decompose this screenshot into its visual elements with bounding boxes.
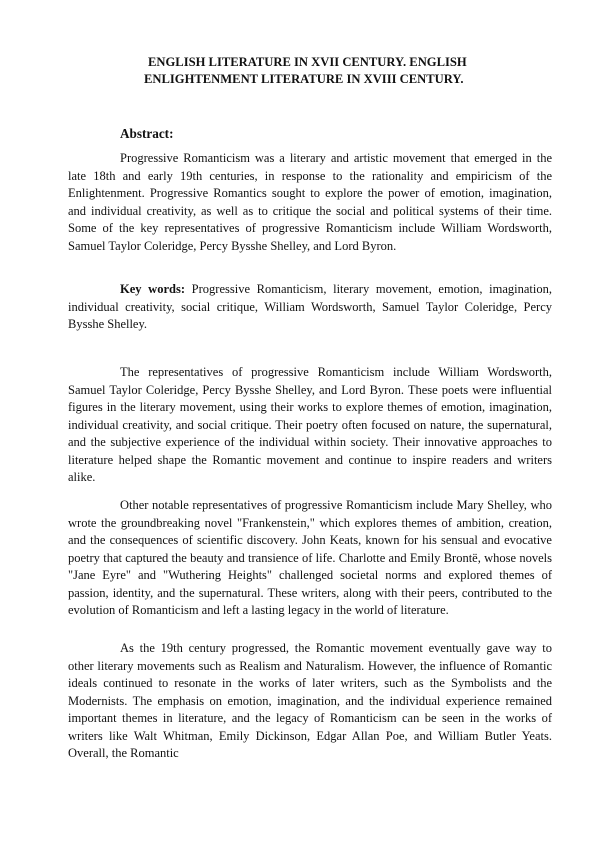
title-line-2: ENLIGHTENMENT LITERATURE IN XVIII CENTURY. (144, 72, 464, 86)
abstract-paragraph: Progressive Romanticism was a literary and artistic movement that emerged in the late 18th and early 19th centuries, in response to the rationality and empiricism of the Enlightenment. Progressive Romantics sought to explore the power of emotion, imagination, and individual creativity, as well as to critique the social and political systems of their time. Some of the key representatives of progressive Romanticism include William Wordsworth, Samuel Taylor Coleridge, Percy Bysshe Shelley, and Lord Byron. (68, 151, 552, 253)
keywords-text: Progressive Romanticism, literary movement, emotion, imagination, individual creativity, social critique, William Wordsworth, Samuel Taylor Coleridge, Percy Bysshe Shelley. (68, 282, 552, 331)
keywords-label: Key words: (120, 282, 185, 296)
abstract-heading: Abstract: (120, 126, 174, 141)
title-line-1: ENGLISH LITERATURE IN XVII CENTURY. ENGLISH (148, 55, 467, 69)
keywords-paragraph (68, 281, 552, 334)
document-title (120, 54, 520, 88)
body-paragraph-3: As the 19th century progressed, the Romantic movement eventually gave way to other literary movements such as Realism and Naturalism. However, the influence of Romantic ideals continued to resonate in the works of later writers, such as the Symbolists and the Modernists. The emphasis on emotion, imagination, and the individual experience remained important themes in literature, and the legacy of Romanticism can be seen in the works of writers like Walt Whitman, Emily Dickinson, Edgar Allan Poe, and William Butler Yeats. Overall, the Romantic (68, 641, 552, 760)
body-paragraph-2: Other notable representatives of progressive Romanticism include Mary Shelley, who wrote the groundbreaking novel "Frankenstein," which explores themes of ambition, creation, and the consequences of scientific discovery. John Keats, known for his sensual and evocative poetry that captured the beauty and transience of life. Charlotte and Emily Brontë, whose novels "Jane Eyre" and "Wuthering Heights" challenged societal norms and explored themes of passion, identity, and the supernatural. These writers, along with their peers, contributed to the evolution of Romanticism and left a lasting legacy in the world of literature. (68, 498, 552, 617)
body-paragraph-1: The representatives of progressive Romanticism include William Wordsworth, Samuel Taylor Coleridge, Percy Bysshe Shelley, and Lord Byron. These poets were influential figures in the literary movement, using their works to explore themes of emotion, imagination, individual creativity, and social critique. Their poetry often focused on nature, the supernatural, and the subjective experience of the individual within society. Their innovative approaches to literature helped shape the Romantic movement and continue to inspire readers and writers alike. (68, 365, 552, 484)
